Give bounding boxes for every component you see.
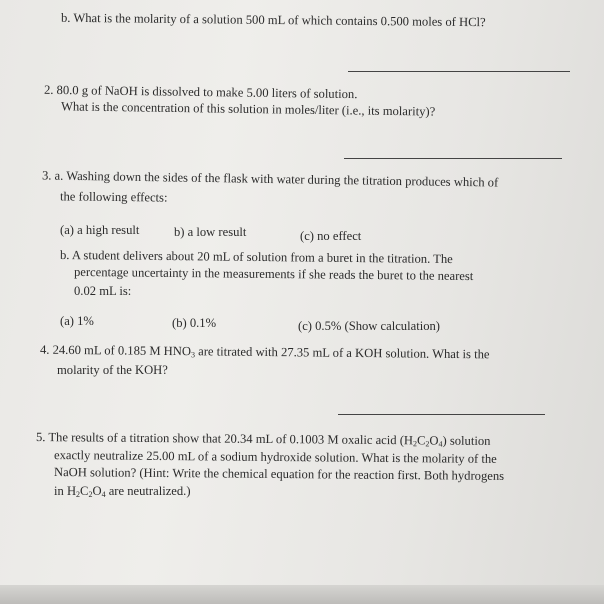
answer-line-4 bbox=[338, 414, 545, 415]
question-2-line-2: What is the concentration of this solution in moles/liter (i.e., its molarity)? bbox=[60, 99, 436, 119]
answer-line-2 bbox=[344, 158, 562, 159]
question-5-line-3: NaOH solution? (Hint: Write the chemical equation for the reaction first. Both hydrogens bbox=[53, 465, 505, 483]
question-2-line-1: 2. 80.0 g of NaOH is dissolved to make 5.00 liters of solution. bbox=[43, 82, 358, 102]
page-bottom-shadow bbox=[0, 585, 604, 604]
question-5-line-2: exactly neutralize 25.00 mL of a sodium hydroxide solution. What is the molarity of the bbox=[53, 448, 497, 466]
question-3a-option-b: b) a low result bbox=[174, 225, 247, 239]
question-5-line-4: in $H_2C_2O_4$ are neutralized.) bbox=[54, 484, 191, 499]
question-4-line-2: molarity of the KOH? bbox=[57, 363, 168, 377]
question-3b-line-1: b. A student delivers about 20 mL of solution from a buret in the titration. The bbox=[59, 247, 453, 267]
question-3a-option-a: (a) a high result bbox=[60, 223, 140, 237]
question-3b-option-a: (a) 1% bbox=[60, 314, 94, 328]
question-3b-line-2: percentage uncertainty in the measurements if she reads the buret to the nearest bbox=[73, 264, 474, 284]
answer-line-1b bbox=[348, 71, 570, 72]
question-3a-line-1: 3. a. Washing down the sides of the flask with water during the titration produces which of bbox=[41, 168, 499, 190]
question-3a-line-2: the following effects: bbox=[59, 189, 168, 205]
question-3b-option-b: (b) 0.1% bbox=[172, 316, 217, 330]
question-5-line-1: 5. The results of a titration show that 20.34 mL of 0.1003 M oxalic acid $(H_2C_2O_4)$ solution bbox=[35, 430, 491, 449]
question-3b-option-c: (c) 0.5% (Show calculation) bbox=[298, 319, 440, 333]
question-4-line-1: 4. 24.60 mL of 0.185 M $HNO_3$ are titrated with 27.35 mL of a KOH solution. What is the bbox=[39, 342, 490, 362]
question-3a-option-c: (c) no effect bbox=[300, 229, 362, 243]
question-3b-line-3: 0.02 mL is: bbox=[74, 284, 132, 298]
question-1b: b. What is the molarity of a solution 500 mL of which contains 0.500 moles of HCl? bbox=[60, 10, 486, 30]
